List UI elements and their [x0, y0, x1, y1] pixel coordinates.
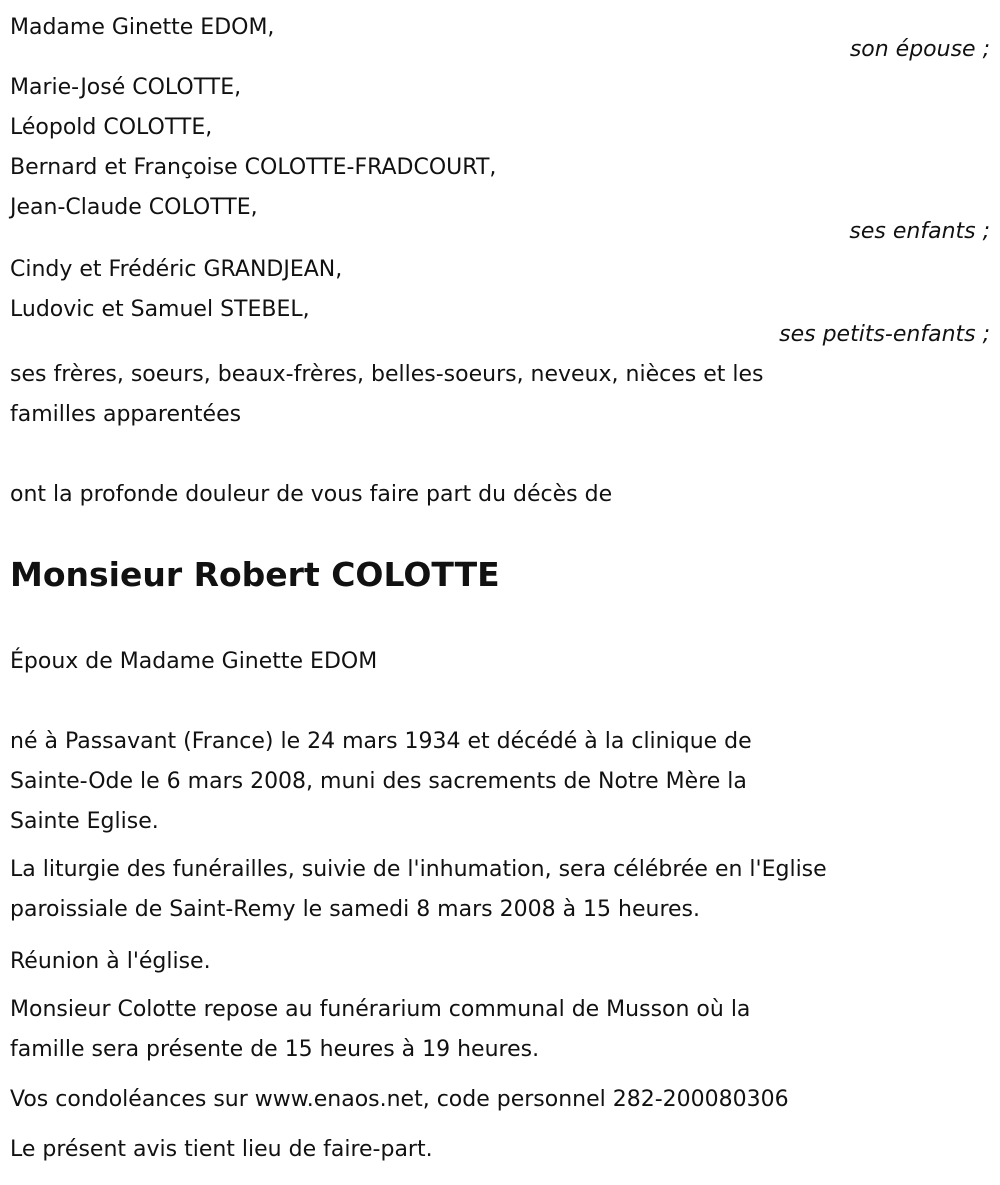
spouse-role: son épouse ; [849, 37, 990, 62]
grandchild-name: Cindy et Frédéric GRANDJEAN, [10, 257, 343, 282]
birth-death-text: Sainte Eglise. [10, 809, 159, 834]
notice-text: Le présent avis tient lieu de faire-part. [10, 1137, 433, 1162]
child-name: Marie-José COLOTTE, [10, 75, 242, 100]
condolences-text: Vos condoléances sur www.enaos.net, code personnel 282-200080306 [10, 1087, 789, 1112]
children-role: ses enfants ; [849, 219, 990, 244]
funerarium-text: famille sera présente de 15 heures à 19 heures. [10, 1037, 540, 1062]
meeting-text: Réunion à l'église. [10, 949, 211, 974]
birth-death-text: né à Passavant (France) le 24 mars 1934 et décédé à la clinique de [10, 729, 752, 754]
grandchild-name: Ludovic et Samuel STEBEL, [10, 297, 310, 322]
other-family: ses frères, soeurs, beaux-frères, belles-soeurs, neveux, nièces et les [10, 362, 764, 387]
announcement: ont la profonde douleur de vous faire part du décès de [10, 482, 613, 507]
other-family: familles apparentées [10, 402, 242, 427]
spouse-line: Époux de Madame Ginette EDOM [10, 649, 378, 674]
deceased-name: Monsieur Robert COLOTTE [10, 555, 500, 594]
birth-death-text: Sainte-Ode le 6 mars 2008, muni des sacrements de Notre Mère la [10, 769, 747, 794]
funerarium-text: Monsieur Colotte repose au funérarium communal de Musson où la [10, 997, 751, 1022]
funeral-text: La liturgie des funérailles, suivie de l'inhumation, sera célébrée en l'Eglise [10, 857, 827, 882]
funeral-text: paroissiale de Saint-Remy le samedi 8 mars 2008 à 15 heures. [10, 897, 701, 922]
grandchildren-role: ses petits-enfants ; [779, 322, 990, 347]
child-name: Léopold COLOTTE, [10, 115, 213, 140]
child-name: Bernard et Françoise COLOTTE-FRADCOURT, [10, 155, 497, 180]
child-name: Jean-Claude COLOTTE, [10, 195, 258, 220]
spouse-name: Madame Ginette EDOM, [10, 15, 275, 40]
